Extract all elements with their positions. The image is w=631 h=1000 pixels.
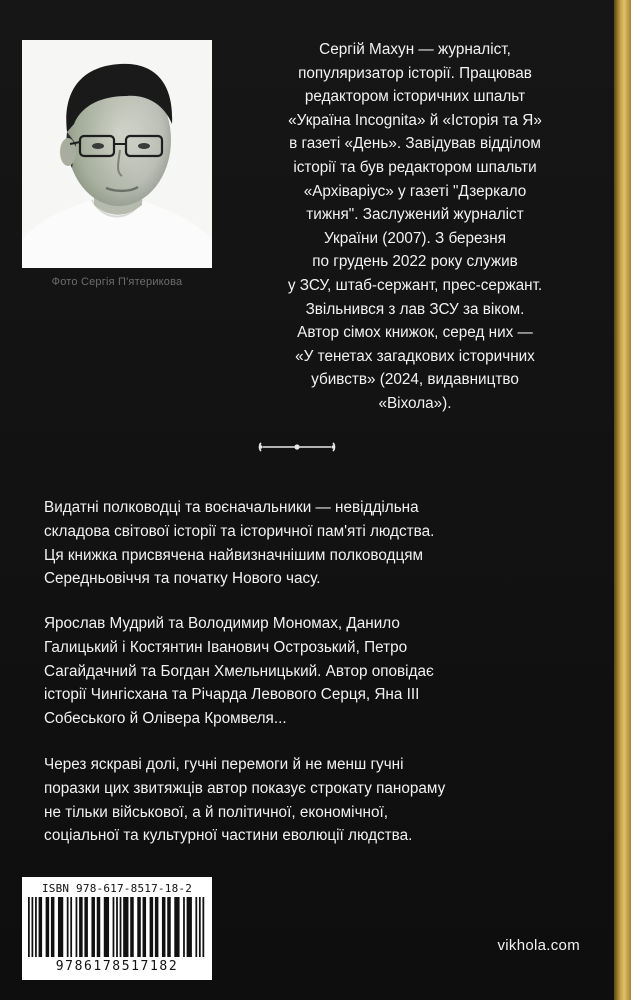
ean-digits: 9786178517182 bbox=[55, 959, 179, 974]
barcode-bar bbox=[130, 897, 134, 957]
bio-line: в газеті «День». Завідував відділом bbox=[289, 135, 541, 153]
bio-line: «Віхола»). bbox=[378, 394, 452, 412]
barcode-bar bbox=[51, 897, 55, 957]
barcode-bar bbox=[195, 897, 197, 957]
bio-line: «Архіваріус» у газеті "Дзеркало bbox=[303, 182, 527, 200]
bio-line: по грудень 2022 року служив bbox=[312, 253, 518, 271]
barcode-bar bbox=[167, 897, 171, 957]
barcode-bar bbox=[84, 897, 88, 957]
bio-line: Звільнився з лав ЗСУ за віком. bbox=[305, 300, 525, 318]
description-line: Ярослав Мудрий та Володимир Мономах, Данило bbox=[44, 615, 400, 632]
barcode-bar bbox=[155, 897, 159, 957]
barcode-bar bbox=[137, 897, 141, 957]
barcode-bar bbox=[202, 897, 204, 957]
description-line: соціальної та культурної частини еволюції людства. bbox=[44, 827, 413, 845]
ornament-divider bbox=[257, 440, 337, 454]
barcode-bar bbox=[104, 897, 109, 957]
description-line: складова світової історії та історичної пам'яті людства. bbox=[44, 522, 435, 540]
description-line: поразки цих звитяжців автор показує строкату панораму bbox=[44, 779, 446, 797]
description-line: Галицький і Костянтин Іванович Острозький, Петро bbox=[44, 638, 408, 656]
ean-barcode bbox=[26, 897, 208, 959]
description-line: Сагайдачний та Богдан Хмельницький. Автор оповідає bbox=[44, 662, 434, 680]
barcode-bar bbox=[162, 897, 166, 957]
barcode-bar bbox=[113, 897, 115, 957]
description-line: Середньовіччя та початку Нового часу. bbox=[44, 570, 321, 588]
barcode-bar bbox=[28, 897, 30, 957]
barcode-bar bbox=[199, 897, 201, 957]
barcode-bar bbox=[39, 897, 43, 957]
barcode-bar bbox=[120, 897, 122, 957]
barcode-bar bbox=[67, 897, 69, 957]
barcode-block bbox=[22, 877, 212, 980]
barcode-bar bbox=[187, 897, 192, 957]
bio-line: «У тенетах загадкових історичних bbox=[295, 347, 535, 365]
bio-line: Сергій Махун — журналіст, bbox=[319, 41, 511, 58]
barcode-bar bbox=[97, 897, 101, 957]
bio-line: редактором історичних шпальт bbox=[304, 88, 526, 106]
bio-line: у ЗСУ, штаб-сержант, прес-сержант. bbox=[287, 276, 543, 294]
description-paragraph-1 bbox=[44, 496, 589, 591]
bio-line: «Україна Incognita» й «Історія та Я» bbox=[288, 111, 542, 129]
barcode-bar bbox=[70, 897, 72, 957]
bio-line: історії та був редактором шпальти bbox=[293, 158, 537, 176]
description-line: Видатні полководці та воєначальники — невіддільна bbox=[44, 499, 419, 516]
bio-line: України (2007). З березня bbox=[324, 229, 506, 247]
description-line: Через яскраві долі, гучні перемоги й не менш гучні bbox=[44, 756, 404, 773]
description-line: історії Чингісхана та Річарда Левового Серця, Яна ІІІ bbox=[44, 686, 420, 704]
description-paragraph-3 bbox=[44, 753, 589, 848]
barcode-bar bbox=[91, 897, 95, 957]
bio-line: тижня". Заслужений журналіст bbox=[306, 206, 524, 224]
barcode-bar bbox=[76, 897, 78, 957]
publisher-website[interactable]: vikhola.com bbox=[497, 937, 580, 954]
barcode-bar bbox=[123, 897, 128, 957]
barcode-bar bbox=[174, 897, 179, 957]
description-line: не тільки військової, а й політичної, економічної, bbox=[44, 803, 388, 821]
description-line: Ця книжка присвячена найвизначнішим полководцям bbox=[44, 546, 424, 564]
barcode-bar bbox=[143, 897, 147, 957]
barcode-bar bbox=[35, 897, 37, 957]
barcode-bar bbox=[79, 897, 83, 957]
photo-credit: Фото Сергія П'ятерикова bbox=[51, 276, 183, 288]
author-portrait-image bbox=[22, 40, 212, 268]
barcode-bar bbox=[116, 897, 118, 957]
bio-line: Автор сімох книжок, серед них — bbox=[297, 324, 533, 342]
bio-line: популяризатор історії. Працював bbox=[298, 64, 532, 82]
barcode-bar bbox=[150, 897, 154, 957]
description-paragraph-2 bbox=[44, 612, 589, 731]
bio-line: убивств» (2024, видавництво bbox=[311, 371, 519, 389]
description-line: Собеського й Олівера Кромвеля... bbox=[44, 710, 287, 728]
barcode-bar bbox=[183, 897, 185, 957]
author-bio bbox=[220, 38, 610, 416]
barcode-bar bbox=[58, 897, 63, 957]
author-photo bbox=[22, 40, 212, 268]
spine-edge bbox=[614, 0, 631, 1000]
barcode-bar bbox=[32, 897, 34, 957]
barcode-bar bbox=[46, 897, 50, 957]
isbn-label: ISBN 978-617-8517-18-2 bbox=[41, 882, 193, 895]
